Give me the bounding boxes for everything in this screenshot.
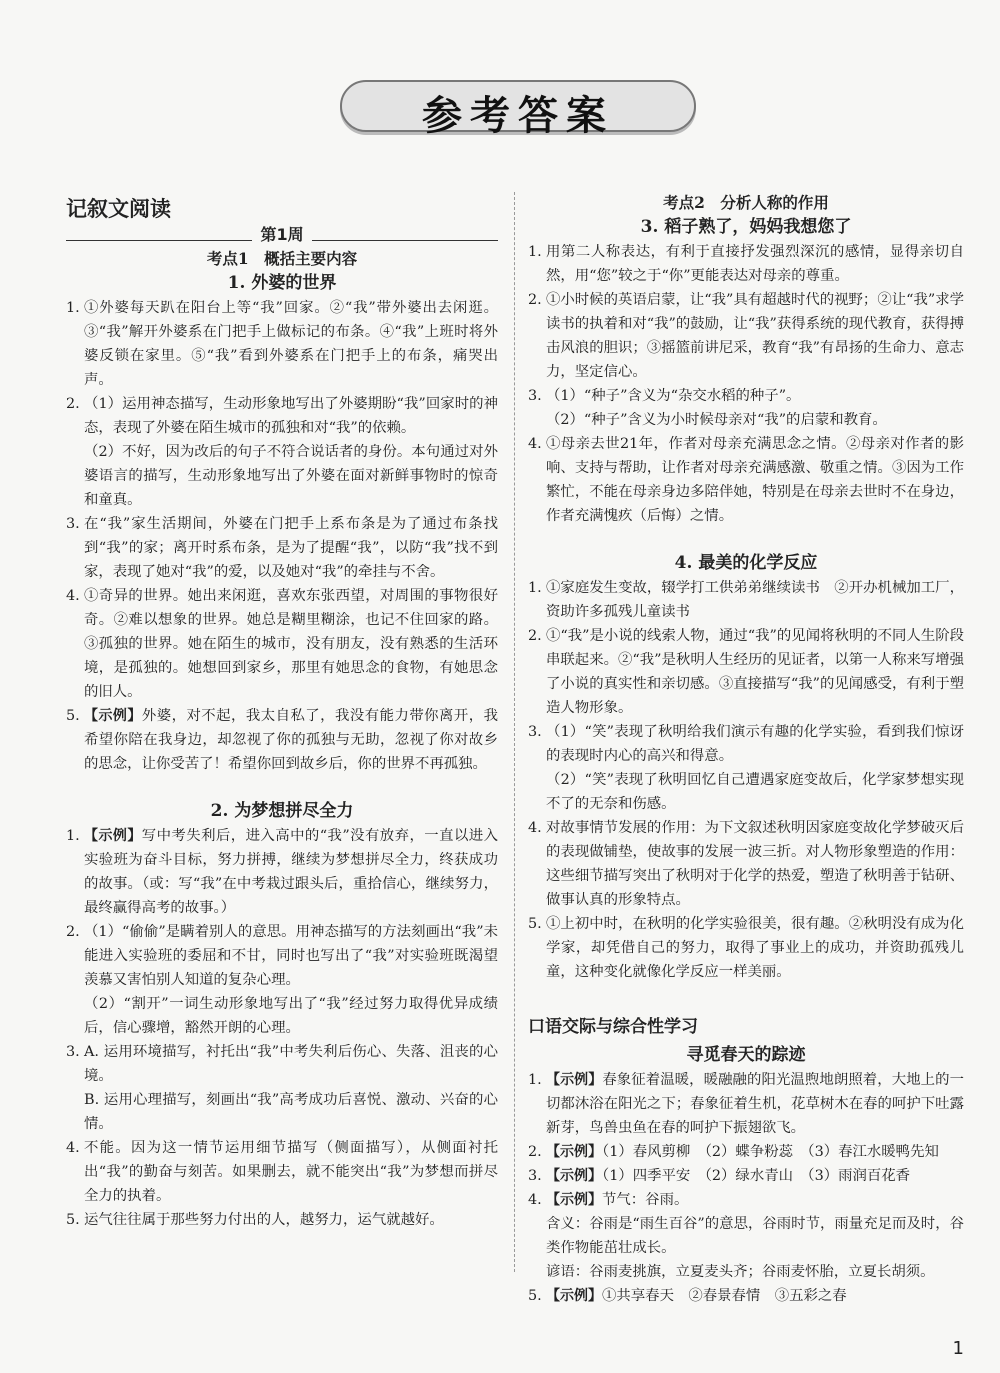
answer-item	[528, 624, 964, 720]
answer-number: 5.	[528, 1288, 542, 1304]
answer-item	[528, 1188, 964, 1284]
answer-text	[84, 704, 498, 776]
answers-article-1	[66, 296, 498, 776]
answer-body: 写中考失利后，进入高中的“我”没有放弃，一直以进入实验班为奋斗目标，努力拼搏，继续为梦想拼尽全力，终获成功的故事。（或：写“我”在中考栽过跟头后，重拾信心，继续努力，最终赢得高考的故事。）	[84, 828, 499, 916]
answers-article-4	[528, 576, 964, 984]
answer-body: 节气：谷雨。	[602, 1192, 689, 1208]
answer-text	[84, 920, 498, 1040]
article-title-2: 2. 为梦想拼尽全力	[210, 801, 354, 821]
section-title-narrative: 记叙文阅读	[66, 197, 171, 221]
answer-body: ①共享春天 ②春景春情 ③五彩之春	[602, 1288, 847, 1304]
answer-item	[528, 240, 964, 288]
example-tag: 【示例】	[546, 1192, 602, 1208]
answer-item	[66, 824, 498, 920]
article-title-1: 1. 外婆的世界	[227, 273, 337, 293]
answer-text	[546, 720, 964, 816]
week-label: 第1周	[260, 225, 304, 244]
answer-number: 4.	[66, 588, 80, 604]
answer-item	[528, 1068, 964, 1140]
answer-body: （1）运用神态描写，生动形象地写出了外婆期盼“我”回家时的神态，表现了外婆在陌生城市的孤独和对“我”的依赖。	[84, 396, 498, 436]
answer-number: 2.	[66, 396, 80, 412]
answer-subpart: 含义：谷雨是“雨生百谷”的意思，谷雨时节，雨量充足而及时，谷类作物能茁壮成长。	[546, 1216, 964, 1256]
example-tag: 【示例】	[84, 828, 142, 844]
answer-number: 2.	[528, 292, 542, 308]
answer-body: ①“我”是小说的线索人物，通过“我”的见闻将秋明的不同人生阶段串联起来。②“我”是秋明人生经历的见证者，以第一人称来写增强了小说的真实性和亲切感。③直接描写“我”的见闻感受，有利于塑造人物形象。	[546, 628, 964, 716]
example-tag: 【示例】	[546, 1072, 603, 1088]
answer-item	[66, 1040, 498, 1136]
answer-text	[546, 384, 964, 432]
answer-text	[546, 1140, 964, 1164]
answer-item	[528, 384, 964, 432]
kaodian-2: 考点2 分析人称的作用	[663, 193, 829, 212]
page-number: 1	[952, 1338, 964, 1359]
answer-number: 4.	[528, 820, 542, 836]
right-column	[528, 188, 964, 1308]
answer-item	[66, 392, 498, 512]
answer-subpart: 谚语：谷雨麦挑旗，立夏麦头齐；谷雨麦怀胎，立夏长胡须。	[546, 1264, 935, 1280]
answer-number: 2.	[528, 628, 542, 644]
answer-body: 春象征着温暖，暖融融的阳光温煦地朗照着，大地上的一切都沐浴在阳光之下；春象征着生机，花草树木在春的呵护下吐露新芽，鸟兽虫鱼在春的呵护下振翅欲飞。	[546, 1072, 964, 1136]
answer-number: 2.	[66, 924, 80, 940]
answer-body: 用第二人称表达，有利于直接抒发强烈深沉的感情，显得亲切自然，用“您”较之于“你”更能表达对母亲的尊重。	[546, 244, 964, 284]
answer-body: 在“我”家生活期间，外婆在门把手上系布条是为了通过布条找到“我”的家；离开时系布条，是为了提醒“我”，以防“我”找不到家，表现了她对“我”的爱，以及她对“我”的牵挂与不舍。	[84, 516, 498, 580]
answer-text	[546, 240, 964, 288]
answer-body: ①上初中时，在秋明的化学实验很美，很有趣。②秋明没有成为化学家，却凭借自己的努力，取得了事业上的成功，并资助孤残儿童，这种变化就像化学反应一样美丽。	[546, 916, 964, 980]
answer-number: 1.	[528, 1072, 542, 1088]
answer-body: ①母亲去世21年，作者对母亲充满思念之情。②母亲对作者的影响、支持与帮助，让作者对母亲充满感激、敬重之情。③因为工作繁忙，不能在母亲身边多陪伴她，特别是在母亲去世时不在身边，作者充满愧疚（后悔）之情。	[546, 436, 964, 524]
answer-number: 1.	[528, 244, 542, 260]
answer-number: 1.	[66, 828, 80, 844]
answer-item	[528, 432, 964, 528]
answer-text	[84, 512, 498, 584]
answer-number: 3.	[66, 516, 80, 532]
column-divider	[514, 192, 515, 1272]
answer-number: 5.	[66, 1212, 80, 1228]
week-rule-left	[66, 229, 252, 241]
article-title-5: 寻觅春天的踪迹	[686, 1045, 806, 1065]
answer-subpart: （2）“割开”一词生动形象地写出了“我”经过努力取得优异成绩后，信心骤增，豁然开朗的心理。	[84, 996, 498, 1036]
answer-item	[528, 912, 964, 984]
answer-body: A. 运用环境描写，衬托出“我”中考失利后伤心、失落、沮丧的心境。	[84, 1044, 498, 1084]
answer-text	[546, 1164, 964, 1188]
answer-text	[546, 432, 964, 528]
answer-item	[66, 296, 498, 392]
example-tag: 【示例】	[546, 1144, 602, 1160]
example-tag: 【示例】	[84, 708, 142, 724]
answer-text	[546, 1284, 964, 1308]
kaodian-1: 考点1 概括主要内容	[206, 249, 358, 268]
answer-number: 3.	[528, 388, 542, 404]
answer-text	[546, 288, 964, 384]
answers-article-3	[528, 240, 964, 528]
article-title-3: 3. 稻子熟了，妈妈我想您了	[640, 217, 852, 237]
answer-subpart: B. 运用心理描写，刻画出“我”高考成功后喜悦、激动、兴奋的心情。	[84, 1092, 498, 1132]
answer-subpart: （2）“种子”含义为小时候母亲对“我”的启蒙和教育。	[546, 412, 887, 428]
answer-item	[528, 1284, 964, 1308]
answer-body: ①外婆每天趴在阳台上等“我”回家。②“我”带外婆出去闲逛。③“我”解开外婆系在门把手上做标记的布条。④“我”上班时将外婆反锁在家里。⑤“我”看到外婆系在门把手上的布条，痛哭出声。	[84, 300, 498, 388]
answer-body: 运气往往属于那些努力付出的人，越努力，运气就越好。	[84, 1212, 444, 1228]
answer-number: 3.	[66, 1044, 80, 1060]
page-title: 参考答案	[422, 92, 614, 139]
answer-body: 对故事情节发展的作用：为下文叙述秋明因家庭变故化学梦破灭后的表现做铺垫，使故事的发展一波三折。对人物形象塑造的作用：这些细节描写突出了秋明对于化学的热爱，塑造了秋明善于钻研、做事认真的形象特点。	[546, 820, 964, 908]
answer-body: （1）“偷偷”是瞒着别人的意思。用神态描写的方法刻画出“我”未能进入实验班的委屈和不甘，同时也写出了“我”对实验班既渴望羡慕又害怕别人知道的复杂心理。	[84, 924, 498, 988]
answer-item	[66, 1136, 498, 1208]
answer-body: （1）四季平安 （2）绿水青山 （3）雨润百花香	[602, 1168, 911, 1184]
left-column	[66, 188, 498, 1232]
answer-number: 1.	[66, 300, 80, 316]
answer-item	[528, 816, 964, 912]
answer-number: 4.	[66, 1140, 80, 1156]
answer-number: 4.	[528, 436, 542, 452]
answer-number: 3.	[528, 724, 542, 740]
answer-text	[84, 1208, 498, 1232]
week-rule-right	[312, 229, 498, 241]
answer-text	[84, 1040, 498, 1136]
answer-text	[546, 912, 964, 984]
answer-number: 1.	[528, 580, 542, 596]
answer-item	[528, 1140, 964, 1164]
answer-item	[528, 1164, 964, 1188]
answer-subpart: （2）不好，因为改后的句子不符合说话者的身份。本句通过对外婆语言的描写，生动形象地写出了外婆在面对新鲜事物时的惊奇和童真。	[84, 444, 498, 508]
answer-number: 5.	[528, 916, 542, 932]
answer-body: （1）“笑”表现了秋明给我们演示有趣的化学实验，看到我们惊讶的表现时内心的高兴和得意。	[546, 724, 964, 764]
answer-text	[546, 576, 964, 624]
answer-text	[84, 1136, 498, 1208]
answer-text	[84, 392, 498, 512]
answer-body: 外婆，对不起，我太自私了，我没有能力带你离开，我希望你陪在我身边，却忽视了你的孤独与无助，忽视了你对故乡的思念，让你受苦了！希望你回到故乡后，你的世界不再孤独。	[84, 708, 498, 772]
answer-text	[84, 584, 498, 704]
answer-text	[546, 816, 964, 912]
answer-item	[66, 512, 498, 584]
answer-body: ①家庭发生变故，辍学打工供弟弟继续读书 ②开办机械加工厂，资助许多孤残儿童读书	[546, 580, 964, 620]
answer-item	[66, 920, 498, 1040]
answer-body: ①小时候的英语启蒙，让“我”具有超越时代的视野；②让“我”求学读书的执着和对“我”的鼓励，让“我”获得系统的现代教育，获得搏击风浪的胆识；③摇篮前讲尼采，教育“我”有昂扬的生命力、意志力，坚定信心。	[546, 292, 964, 380]
answers-article-5	[528, 1068, 964, 1308]
example-tag: 【示例】	[546, 1288, 602, 1304]
answer-item	[66, 584, 498, 704]
answer-text	[546, 1188, 964, 1284]
title-banner	[340, 80, 696, 139]
answer-body: 不能。因为这一情节运用细节描写（侧面描写），从侧面衬托出“我”的勤奋与刻苦。如果删去，就不能突出“我”为梦想而拼尽全力的执着。	[84, 1140, 498, 1204]
answer-item	[528, 288, 964, 384]
article-title-4: 4. 最美的化学反应	[674, 553, 818, 573]
answer-text	[546, 624, 964, 720]
example-tag: 【示例】	[546, 1168, 602, 1184]
answer-text	[546, 1068, 964, 1140]
week-header	[66, 224, 498, 246]
answer-subpart: （2）“笑”表现了秋明回忆自己遭遇家庭变故后，化学家梦想实现不了的无奈和伤感。	[546, 772, 964, 812]
answer-number: 2.	[528, 1144, 542, 1160]
answer-item	[66, 1208, 498, 1232]
answer-number: 4.	[528, 1192, 542, 1208]
answer-text	[84, 824, 498, 920]
answer-item	[528, 576, 964, 624]
answer-body: （1）春风剪柳 （2）蝶争粉蕊 （3）春江水暖鸭先知	[602, 1144, 939, 1160]
answer-number: 3.	[528, 1168, 542, 1184]
answer-text	[84, 296, 498, 392]
section-title-oral: 口语交际与综合性学习	[528, 1017, 698, 1037]
answer-body: ①奇异的世界。她出来闲逛，喜欢东张西望，对周围的事物很好奇。②难以想象的世界。她总是糊里糊涂，也记不住回家的路。③孤独的世界。她在陌生的城市，没有朋友，没有熟悉的生活环境，是孤独的。她想回到家乡，那里有她思念的食物，有她思念的旧人。	[84, 588, 498, 700]
answer-item	[66, 704, 498, 776]
answer-body: （1）“种子”含义为“杂交水稻的种子”。	[546, 388, 801, 404]
answers-article-2	[66, 824, 498, 1232]
answer-number: 5.	[66, 708, 80, 724]
answer-item	[528, 720, 964, 816]
